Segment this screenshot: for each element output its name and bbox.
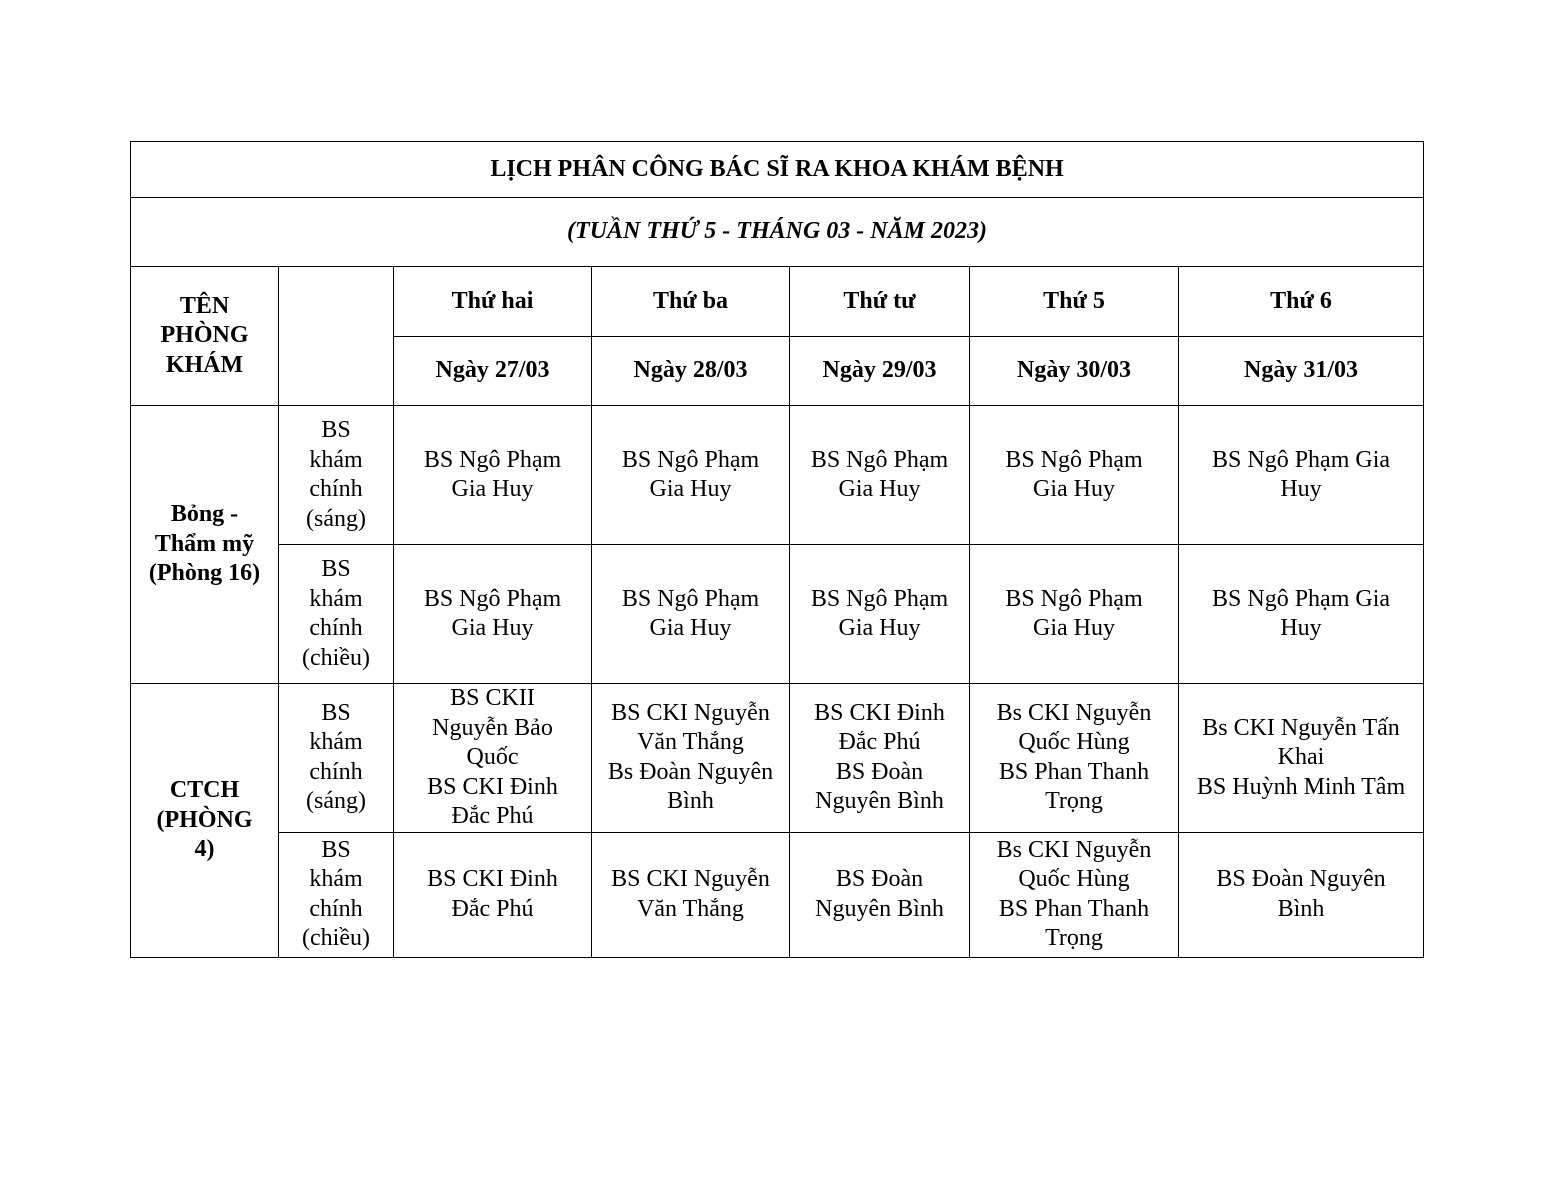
doctor-name: BS Đoàn Nguyên Bình (1216, 866, 1386, 922)
schedule-cell (1179, 684, 1424, 833)
doctor-name: BS Ngô Phạm Gia Huy (1212, 446, 1391, 502)
doctor-name: BS Ngô Phạm Gia Huy (1005, 446, 1143, 502)
schedule-table (130, 141, 1424, 958)
schedule-cell (790, 832, 970, 957)
schedule-cell (394, 684, 592, 833)
shift-label-cell: BS khám chính (chiều) (279, 832, 394, 957)
room-name-header: TÊN PHÒNG KHÁM (131, 267, 279, 406)
date-header: Ngày 27/03 (394, 337, 592, 406)
doctor-name: BS Phan Thanh Trọng (998, 895, 1150, 951)
date-header: Ngày 28/03 (592, 337, 790, 406)
date-header: Ngày 31/03 (1179, 337, 1424, 406)
schedule-cell (970, 545, 1179, 684)
schedule-cell (790, 406, 970, 545)
doctor-name: BS CKII Nguyễn Bảo Quốc (432, 685, 553, 770)
schedule-cell (790, 545, 970, 684)
doctor-name: Bs CKI Nguyễn Quốc Hùng (996, 699, 1152, 756)
doctor-name: BS Phan Thanh Trọng (998, 758, 1150, 815)
weekday-header: Thứ 5 (970, 267, 1179, 337)
shift-label-cell: BS khám chính (sáng) (279, 406, 394, 545)
doctor-name: BS Huỳnh Minh Tâm (1196, 773, 1406, 800)
doctor-name: BS Ngô Phạm Gia Huy (423, 446, 562, 502)
schedule-cell (394, 545, 592, 684)
schedule-cell (970, 406, 1179, 545)
doctor-name: BS Ngô Phạm Gia Huy (810, 446, 949, 502)
schedule-cell (1179, 406, 1424, 545)
doctor-name: BS CKI Đinh Đắc Phú (814, 699, 945, 756)
doctor-name: Bs CKI Nguyễn Quốc Hùng (996, 836, 1152, 892)
doctor-name: BS Ngô Phạm Gia Huy (1005, 585, 1143, 641)
date-header: Ngày 29/03 (790, 337, 970, 406)
room-name-cell: CTCH (PHÒNG 4) (131, 684, 279, 958)
doctor-name: BS Đoàn Nguyên Bình (815, 758, 944, 815)
doctor-name: BS Ngô Phạm Gia Huy (423, 585, 562, 641)
schedule-cell (970, 832, 1179, 957)
schedule-cell (394, 832, 592, 957)
doctor-name: BS Ngô Phạm Gia Huy (810, 585, 949, 641)
schedule-cell (394, 406, 592, 545)
doctor-name: BS CKI Nguyễn Văn Thắng (611, 866, 770, 922)
schedule-cell (592, 832, 790, 957)
doctor-name: BS Ngô Phạm Gia Huy (621, 585, 760, 641)
schedule-cell (592, 545, 790, 684)
doctor-name: Bs CKI Nguyễn Tấn Khai (1202, 714, 1400, 770)
shift-header-empty (279, 267, 394, 406)
weekday-header: Thứ ba (592, 267, 790, 337)
schedule-cell (1179, 545, 1424, 684)
shift-label-cell: BS khám chính (chiều) (279, 545, 394, 684)
doctor-name: BS Ngô Phạm Gia Huy (621, 446, 760, 502)
doctor-name: Bs Đoàn Nguyên Bình (607, 758, 774, 815)
schedule-cell (1179, 832, 1424, 957)
doctor-name: BS Ngô Phạm Gia Huy (1212, 585, 1391, 641)
schedule-cell (970, 684, 1179, 833)
schedule-cell (592, 684, 790, 833)
weekday-header: Thứ tư (790, 267, 970, 337)
weekday-header: Thứ hai (394, 267, 592, 337)
doctor-name: BS CKI Đinh Đắc Phú (427, 866, 558, 922)
schedule-subtitle: (TUẦN THỨ 5 - THÁNG 03 - NĂM 2023) (131, 198, 1424, 267)
room-name-cell: Bỏng - Thẩm mỹ (Phòng 16) (131, 406, 279, 684)
weekday-header: Thứ 6 (1179, 267, 1424, 337)
schedule-cell (790, 684, 970, 833)
date-header: Ngày 30/03 (970, 337, 1179, 406)
doctor-name: BS CKI Nguyễn Văn Thắng (611, 699, 770, 756)
shift-label-cell: BS khám chính (sáng) (279, 684, 394, 833)
schedule-cell (592, 406, 790, 545)
schedule-title: LỊCH PHÂN CÔNG BÁC SĨ RA KHOA KHÁM BỆNH (131, 142, 1424, 198)
doctor-name: BS CKI Đinh Đắc Phú (427, 773, 558, 829)
doctor-name: BS Đoàn Nguyên Bình (815, 866, 944, 922)
